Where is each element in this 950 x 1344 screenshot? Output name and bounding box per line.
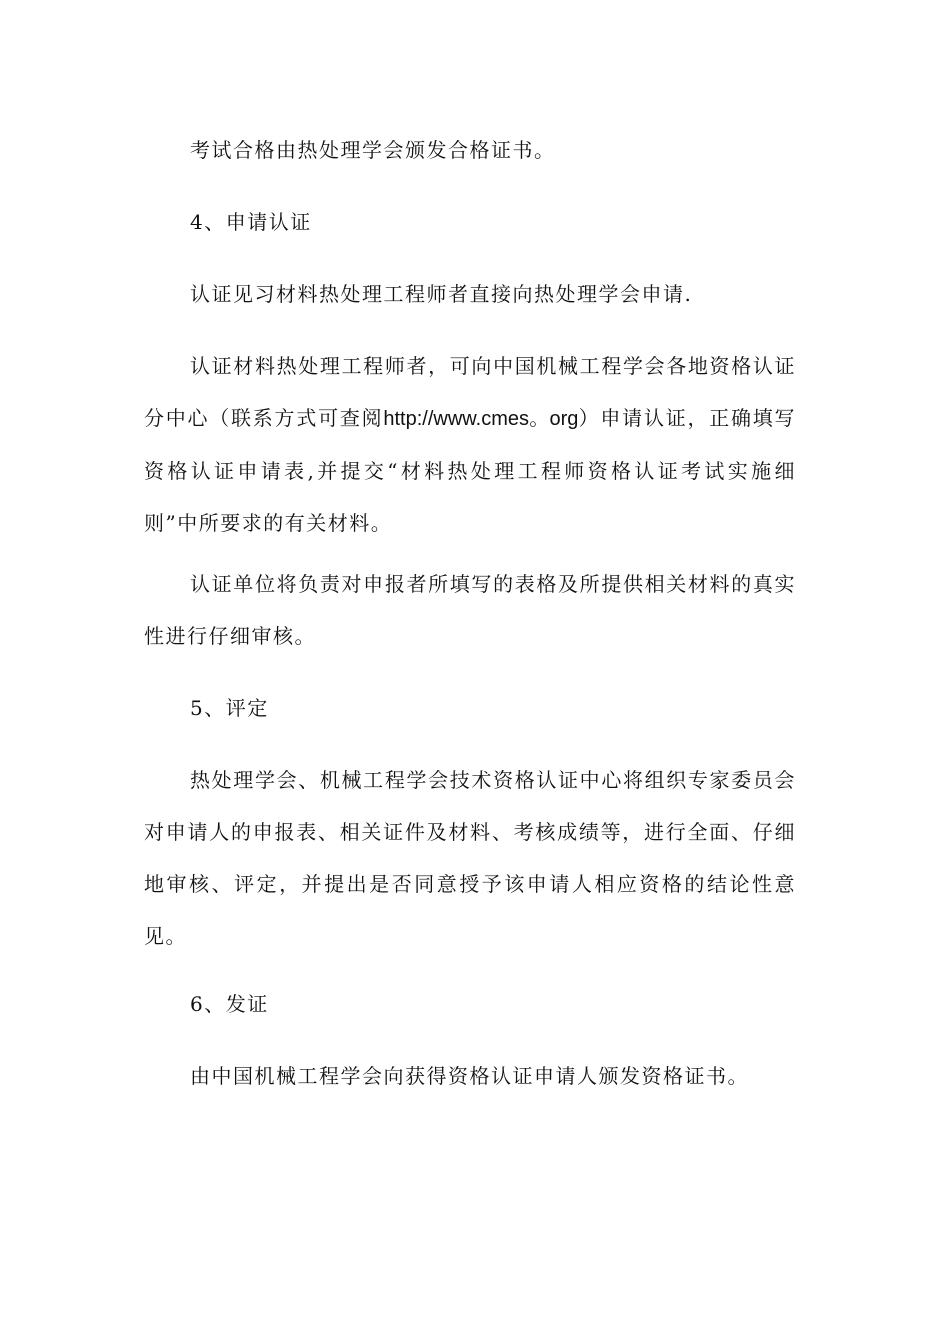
paragraph-text-after-url: ）申请认证，正确填写资格认证申请表,并提交“材料热处理工程师资格认证考试实施细则”中所要求的有关材料。 [144,406,797,535]
paragraph-trainee-application: 认证见习材料热处理工程师者直接向热处理学会申请. [190,282,693,306]
paragraph-evaluation-process: 热处理学会、机械工程学会技术资格认证中心将组织专家委员会对申请人的申报表、相关证件及材料、考核成绩等，进行全面、仔细地审核、评定，并提出是否同意授予该申请人相应资格的结论性意见。 [144,768,796,948]
paragraph-engineer-application [144,340,796,549]
website-url: http://www.cmes。org [383,408,579,430]
section-heading-apply-certification: 4、申请认证 [190,210,312,234]
paragraph-text-before-url: 认证材料热处理工程师者，可向中国机械工程学会各地资格认证分中心（联系方式可查阅 [144,354,796,430]
paragraph-certificate-issuance: 由中国机械工程学会向获得资格认证申请人颁发资格证书。 [190,1064,749,1088]
paragraph-exam-certificate: 考试合格由热处理学会颁发合格证书。 [190,138,556,162]
section-heading-issue-certificate: 6、发证 [190,992,269,1016]
paragraph-verification: 认证单位将负责对申报者所填写的表格及所提供相关材料的真实性进行仔细审核。 [144,572,796,648]
section-heading-evaluation: 5、评定 [190,696,269,720]
